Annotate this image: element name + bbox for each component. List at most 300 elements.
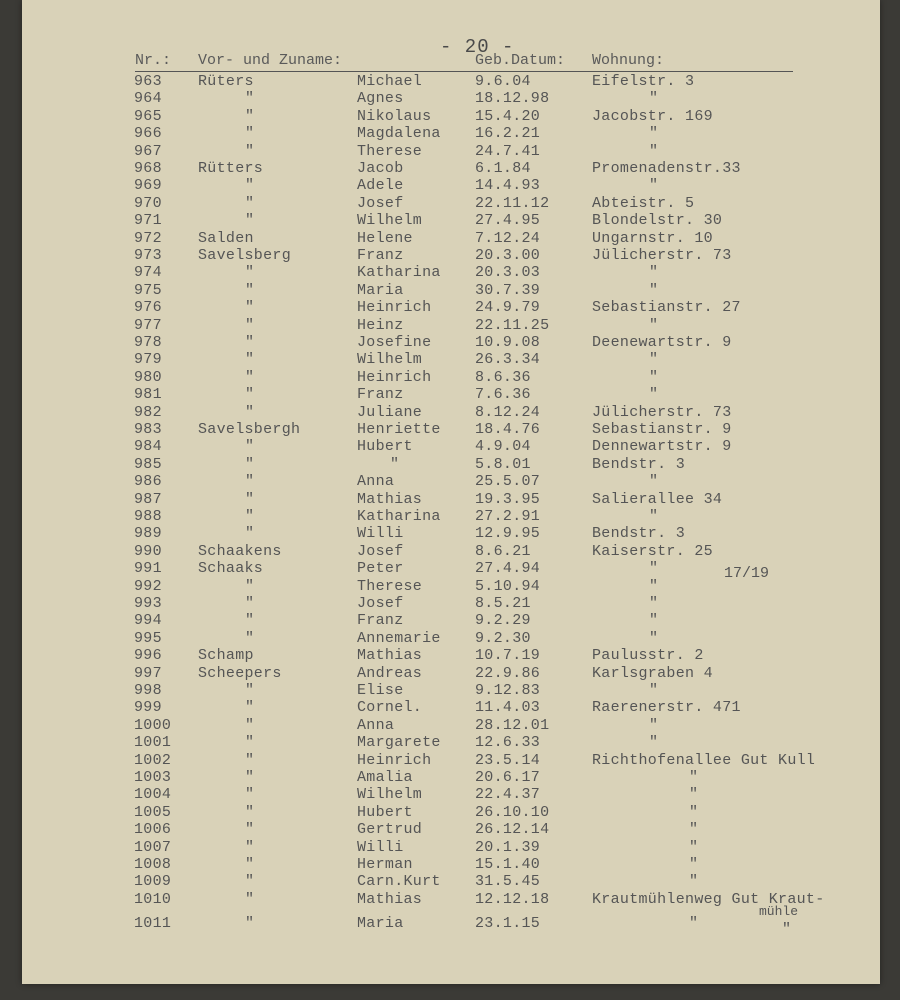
table-row (22, 665, 880, 683)
row-number: 973 (134, 247, 162, 264)
row-first-name: Cornel. (357, 699, 423, 717)
row-first-name: Wilhelm (357, 351, 423, 369)
row-number: 970 (134, 194, 162, 212)
row-surname: " (245, 334, 255, 351)
row-number: 987 (134, 490, 162, 508)
table-row (22, 508, 880, 526)
row-number: 994 (134, 612, 162, 630)
row-birth-date: 18.12.98 (475, 90, 550, 108)
row-number: 1007 (134, 838, 172, 856)
row-first-name: Jacob (357, 160, 404, 177)
row-number: 969 (134, 177, 162, 195)
row-first-name: Annemarie (357, 629, 441, 647)
row-first-name: Therese (357, 142, 423, 160)
table-row (22, 299, 880, 317)
row-surname: " (245, 316, 255, 334)
row-surname: " (245, 438, 255, 456)
row-number: 963 (134, 73, 162, 90)
row-birth-date: 12.9.95 (475, 525, 541, 543)
row-birth-date: 9.2.30 (475, 629, 531, 647)
row-birth-date: 27.4.94 (475, 560, 541, 578)
row-birth-date: 30.7.39 (475, 281, 541, 299)
table-row (22, 491, 880, 509)
row-birth-date: 6.1.84 (475, 160, 531, 177)
row-address: " (649, 368, 659, 386)
row-surname: " (245, 612, 255, 630)
row-number: 990 (134, 542, 162, 560)
row-address: Sebastianstr. 9 (592, 421, 732, 438)
row-address: Richthofenallee Gut Kull (592, 751, 816, 769)
row-address: " (649, 90, 659, 108)
row-first-name: Nikolaus (357, 107, 432, 125)
address-continuation-kaiserstr: 17/19 (724, 565, 770, 582)
row-first-name: Mathias (357, 890, 423, 908)
row-first-name: Anna (357, 473, 395, 491)
row-number: 964 (134, 90, 162, 108)
row-number: 979 (134, 351, 162, 369)
row-birth-date: 4.9.04 (475, 438, 531, 456)
row-number: 978 (134, 334, 162, 351)
row-first-name: Amalia (357, 769, 413, 786)
row-surname: Scheepers (198, 664, 282, 682)
row-number: 967 (134, 142, 162, 160)
row-address: " (649, 560, 659, 578)
row-first-name: Anna (357, 716, 395, 734)
row-surname: " (245, 368, 255, 386)
table-row (22, 915, 880, 933)
row-birth-date: 7.12.24 (475, 229, 541, 247)
row-first-name: Josef (357, 542, 404, 560)
row-surname: " (245, 455, 255, 473)
row-birth-date: 27.4.95 (475, 212, 541, 230)
row-birth-date: 20.3.03 (475, 264, 541, 282)
row-birth-date: 19.3.95 (475, 490, 541, 508)
row-number: 1011 (134, 915, 172, 933)
row-surname: " (245, 838, 255, 856)
row-number: 971 (134, 212, 162, 230)
row-surname: " (245, 699, 255, 717)
row-address: Promenadenstr.33 (592, 160, 741, 177)
row-first-name: Franz (357, 612, 404, 630)
row-number: 981 (134, 386, 162, 404)
table-row (22, 699, 880, 717)
row-surname: " (245, 716, 255, 734)
row-number: 982 (134, 403, 162, 421)
row-number: 998 (134, 682, 162, 699)
row-birth-date: 26.3.34 (475, 351, 541, 369)
table-row (22, 73, 880, 91)
row-address: Dennewartstr. 9 (592, 438, 732, 456)
table-row (22, 804, 880, 822)
row-surname: " (245, 177, 255, 195)
table-row (22, 873, 880, 891)
table-row (22, 108, 880, 126)
table-row (22, 177, 880, 195)
table-row (22, 351, 880, 369)
address-ditto-krautmuehle: " (782, 921, 792, 938)
row-first-name: Katharina (357, 264, 441, 282)
row-birth-date: 8.6.36 (475, 368, 531, 386)
table-row (22, 891, 880, 909)
row-first-name: Mathias (357, 490, 423, 508)
table-row (22, 752, 880, 770)
row-surname: " (245, 508, 255, 525)
row-number: 985 (134, 455, 162, 473)
header-underline (135, 71, 793, 72)
row-surname: " (245, 629, 255, 647)
row-address: " (649, 734, 659, 752)
row-address: " (649, 264, 659, 282)
row-first-name: Franz (357, 247, 404, 264)
address-continuation-krautmuehle: mühle (759, 904, 799, 919)
row-address: " (649, 386, 659, 404)
row-birth-date: 23.1.15 (475, 915, 541, 933)
row-first-name: Franz (357, 386, 404, 404)
row-number: 974 (134, 264, 162, 282)
header-nr: Nr.: (135, 52, 172, 69)
row-first-name: Maria (357, 281, 404, 299)
row-surname: " (245, 299, 255, 317)
row-surname: " (245, 734, 255, 752)
row-address: Kaiserstr. 25 (592, 542, 713, 560)
row-first-name: Willi (357, 838, 404, 856)
row-first-name: Carn.Kurt (357, 873, 441, 891)
row-birth-date: 22.11.12 (475, 194, 550, 212)
row-number: 993 (134, 595, 162, 612)
header-date: Geb.Datum: (475, 52, 566, 69)
row-number: 1010 (134, 890, 172, 908)
row-surname: " (245, 803, 255, 821)
row-address: " (649, 612, 659, 630)
row-first-name: Helene (357, 229, 413, 247)
row-address: " (689, 873, 699, 891)
row-address: Krautmühlenweg Gut Kraut- (592, 890, 825, 908)
table-row (22, 386, 880, 404)
table-row (22, 125, 880, 143)
row-address: Jacobstr. 169 (592, 107, 713, 125)
row-address: " (649, 142, 659, 160)
row-first-name: Josef (357, 194, 404, 212)
row-number: 989 (134, 525, 162, 543)
row-number: 965 (134, 107, 162, 125)
row-number: 968 (134, 160, 162, 177)
row-address: Ungarnstr. 10 (592, 229, 713, 247)
row-birth-date: 15.1.40 (475, 856, 541, 873)
table-row (22, 143, 880, 161)
table-row (22, 473, 880, 491)
row-surname: " (245, 577, 255, 595)
table-row (22, 90, 880, 108)
row-number: 972 (134, 229, 162, 247)
table-row (22, 264, 880, 282)
row-birth-date: 9.6.04 (475, 73, 531, 90)
row-address: " (649, 316, 659, 334)
table-row (22, 317, 880, 335)
table-row (22, 612, 880, 630)
table-row (22, 682, 880, 700)
row-address: Sebastianstr. 27 (592, 299, 741, 317)
row-number: 995 (134, 629, 162, 647)
row-number: 1006 (134, 821, 172, 839)
row-number: 1009 (134, 873, 172, 891)
row-address: " (649, 473, 659, 491)
row-surname: " (245, 403, 255, 421)
row-number: 991 (134, 560, 162, 578)
row-number: 975 (134, 281, 162, 299)
row-address: " (649, 281, 659, 299)
row-birth-date: 10.9.08 (475, 334, 541, 351)
row-birth-date: 8.12.24 (475, 403, 541, 421)
row-birth-date: 25.5.07 (475, 473, 541, 491)
row-number: 1001 (134, 734, 172, 752)
row-surname: " (245, 890, 255, 908)
table-row (22, 369, 880, 387)
row-first-name: Andreas (357, 664, 423, 682)
row-first-name: Heinrich (357, 299, 432, 317)
table-row (22, 160, 880, 178)
row-first-name: Hubert (357, 438, 413, 456)
row-birth-date: 27.2.91 (475, 508, 541, 525)
row-birth-date: 8.6.21 (475, 542, 531, 560)
row-number: 1008 (134, 856, 172, 873)
row-address: " (649, 125, 659, 143)
row-first-name: Josef (357, 595, 404, 612)
row-first-name: Heinz (357, 316, 404, 334)
row-first-name: Therese (357, 577, 423, 595)
row-surname: " (245, 386, 255, 404)
row-surname: " (245, 769, 255, 786)
row-address: " (689, 803, 699, 821)
row-birth-date: 9.2.29 (475, 612, 531, 630)
header-address: Wohnung: (592, 52, 665, 69)
row-number: 1004 (134, 786, 172, 804)
row-address: " (689, 856, 699, 873)
row-surname: Rüters (198, 73, 254, 90)
row-number: 986 (134, 473, 162, 491)
row-number: 984 (134, 438, 162, 456)
row-birth-date: 22.4.37 (475, 786, 541, 804)
row-number: 988 (134, 508, 162, 525)
row-surname: " (245, 682, 255, 699)
row-first-name: Agnes (357, 90, 404, 108)
row-birth-date: 11.4.03 (475, 699, 541, 717)
row-address: Eifelstr. 3 (592, 73, 695, 90)
row-address: " (689, 915, 699, 933)
row-first-name: Adele (357, 177, 404, 195)
row-birth-date: 22.9.86 (475, 664, 541, 682)
row-birth-date: 20.1.39 (475, 838, 541, 856)
row-number: 1000 (134, 716, 172, 734)
row-surname: Salden (198, 229, 254, 247)
row-surname: " (245, 107, 255, 125)
row-birth-date: 5.10.94 (475, 577, 541, 595)
row-address: " (689, 786, 699, 804)
row-first-name: Willi (357, 525, 404, 543)
row-surname: Schaakens (198, 542, 282, 560)
row-number: 983 (134, 421, 162, 438)
row-surname: Schaaks (198, 560, 264, 578)
row-first-name: Henriette (357, 421, 441, 438)
row-birth-date: 26.10.10 (475, 803, 550, 821)
row-first-name: Josefine (357, 334, 432, 351)
row-first-name: Maria (357, 915, 404, 933)
table-row (22, 421, 880, 439)
row-first-name: Hubert (357, 803, 413, 821)
table-row (22, 230, 880, 248)
row-address: Jülicherstr. 73 (592, 247, 732, 264)
row-surname: Rütters (198, 160, 264, 177)
row-first-name: Michael (357, 73, 423, 90)
row-birth-date: 7.6.36 (475, 386, 531, 404)
row-number: 966 (134, 125, 162, 143)
row-address: Salierallee 34 (592, 490, 723, 508)
row-surname: " (245, 821, 255, 839)
row-first-name: Gertrud (357, 821, 423, 839)
row-birth-date: 10.7.19 (475, 647, 541, 665)
row-birth-date: 20.6.17 (475, 769, 541, 786)
row-address: " (689, 821, 699, 839)
row-surname: " (245, 873, 255, 891)
row-first-name: Heinrich (357, 751, 432, 769)
row-address: " (689, 769, 699, 786)
row-number: 996 (134, 647, 162, 665)
row-birth-date: 12.12.18 (475, 890, 550, 908)
row-number: 976 (134, 299, 162, 317)
row-address: Deenewartstr. 9 (592, 334, 732, 351)
row-number: 999 (134, 699, 162, 717)
row-surname: Savelsberg (198, 247, 292, 264)
row-surname: " (245, 125, 255, 143)
row-first-name: " (390, 455, 400, 473)
table-row (22, 630, 880, 648)
row-address: " (649, 629, 659, 647)
row-surname: " (245, 194, 255, 212)
row-address: " (649, 508, 659, 525)
row-birth-date: 5.8.01 (475, 455, 531, 473)
row-birth-date: 9.12.83 (475, 682, 541, 699)
row-number: 1003 (134, 769, 172, 786)
row-address: Bendstr. 3 (592, 525, 686, 543)
row-surname: " (245, 142, 255, 160)
row-address: Paulusstr. 2 (592, 647, 704, 665)
row-address: " (649, 682, 659, 699)
row-birth-date: 26.12.14 (475, 821, 550, 839)
row-birth-date: 18.4.76 (475, 421, 541, 438)
row-surname: " (245, 90, 255, 108)
row-birth-date: 24.9.79 (475, 299, 541, 317)
row-surname: " (245, 212, 255, 230)
row-address: " (649, 351, 659, 369)
row-first-name: Juliane (357, 403, 423, 421)
table-row (22, 543, 880, 561)
row-number: 992 (134, 577, 162, 595)
row-birth-date: 22.11.25 (475, 316, 550, 334)
row-number: 1005 (134, 803, 172, 821)
table-row (22, 839, 880, 857)
row-birth-date: 31.5.45 (475, 873, 541, 891)
row-surname: " (245, 490, 255, 508)
page-number: - 20 - (440, 36, 515, 58)
table-row (22, 717, 880, 735)
row-address: " (649, 716, 659, 734)
row-first-name: Margarete (357, 734, 441, 752)
table-row (22, 195, 880, 213)
row-address: Raerenerstr. 471 (592, 699, 741, 717)
row-address: " (649, 577, 659, 595)
table-row (22, 247, 880, 265)
row-birth-date: 28.12.01 (475, 716, 550, 734)
row-surname: " (245, 351, 255, 369)
row-surname: Schamp (198, 647, 254, 665)
row-first-name: Elise (357, 682, 404, 699)
table-row (22, 334, 880, 352)
row-number: 1002 (134, 751, 172, 769)
row-address: Abteistr. 5 (592, 194, 695, 212)
row-birth-date: 20.3.00 (475, 247, 541, 264)
row-address: " (689, 838, 699, 856)
table-row (22, 438, 880, 456)
row-first-name: Mathias (357, 647, 423, 665)
table-row (22, 282, 880, 300)
row-address: Blondelstr. 30 (592, 212, 723, 230)
row-surname: " (245, 915, 255, 933)
row-surname: " (245, 786, 255, 804)
header-name: Vor- und Zuname: (198, 52, 343, 69)
row-first-name: Katharina (357, 508, 441, 525)
table-row (22, 595, 880, 613)
row-birth-date: 15.4.20 (475, 107, 541, 125)
row-address: Karlsgraben 4 (592, 664, 713, 682)
row-surname: " (245, 281, 255, 299)
row-birth-date: 23.5.14 (475, 751, 541, 769)
document-page (22, 0, 880, 984)
row-birth-date: 8.5.21 (475, 595, 531, 612)
row-surname: " (245, 525, 255, 543)
row-surname: " (245, 473, 255, 491)
row-surname: " (245, 595, 255, 612)
row-first-name: Wilhelm (357, 212, 423, 230)
row-birth-date: 16.2.21 (475, 125, 541, 143)
row-surname: Savelsbergh (198, 421, 301, 438)
row-birth-date: 12.6.33 (475, 734, 541, 752)
table-row (22, 404, 880, 422)
table-row (22, 647, 880, 665)
row-first-name: Herman (357, 856, 413, 873)
table-row (22, 212, 880, 230)
table-row (22, 734, 880, 752)
table-row (22, 856, 880, 874)
row-number: 977 (134, 316, 162, 334)
table-row (22, 821, 880, 839)
row-number: 997 (134, 664, 162, 682)
row-surname: " (245, 856, 255, 873)
table-row (22, 769, 880, 787)
row-number: 980 (134, 368, 162, 386)
table-row (22, 786, 880, 804)
row-surname: " (245, 264, 255, 282)
row-address: Bendstr. 3 (592, 455, 686, 473)
row-address: " (649, 177, 659, 195)
table-row (22, 456, 880, 474)
row-first-name: Wilhelm (357, 786, 423, 804)
row-birth-date: 24.7.41 (475, 142, 541, 160)
row-first-name: Peter (357, 560, 404, 578)
row-address: " (649, 595, 659, 612)
row-address: Jülicherstr. 73 (592, 403, 732, 421)
table-row (22, 525, 880, 543)
row-surname: " (245, 751, 255, 769)
row-first-name: Magdalena (357, 125, 441, 143)
